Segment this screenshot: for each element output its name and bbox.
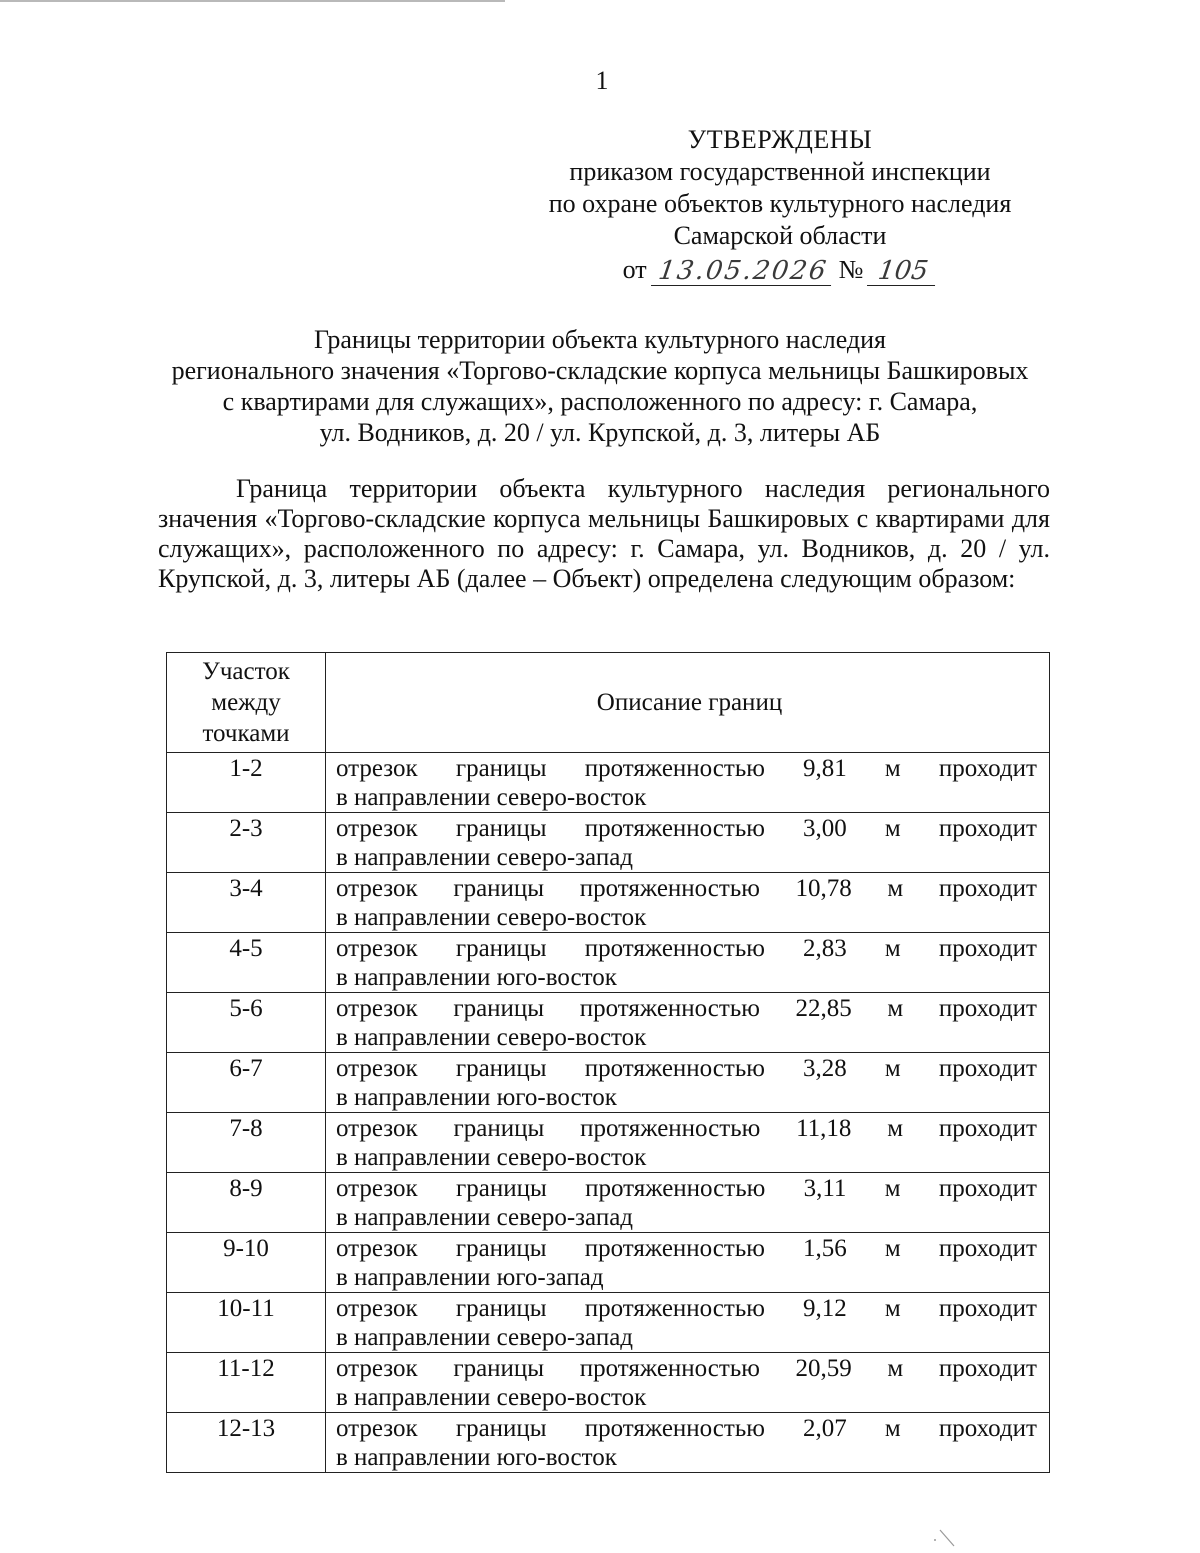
word-length: протяженностью (579, 995, 760, 1022)
length-value: 3,28 (803, 1055, 847, 1082)
table-row (167, 1173, 1050, 1233)
table-row (167, 933, 1050, 993)
description-cell (326, 1413, 1050, 1473)
word-length: протяженностью (584, 1235, 765, 1262)
word-segment: отрезок (336, 995, 418, 1022)
description-cell (326, 993, 1050, 1053)
description-cell (326, 1233, 1050, 1293)
header-segment (167, 653, 326, 753)
table-row (167, 1353, 1050, 1413)
word-segment: отрезок (336, 1175, 418, 1202)
page-number: 1 (595, 66, 609, 95)
word-segment: отрезок (336, 935, 418, 962)
length-value: 10,78 (795, 875, 852, 902)
direction-text: в направлении северо-запад (336, 1204, 634, 1231)
word-unit: м (884, 755, 901, 782)
table-row (167, 753, 1050, 813)
boundary-table (166, 652, 1050, 1473)
description-cell (326, 933, 1050, 993)
word-unit: м (887, 875, 904, 902)
word-passes: проходит (938, 1235, 1037, 1262)
description-line-1 (336, 1174, 1037, 1203)
intro-paragraph: Граница территории объекта культурного наследия регионального значения «Торгово-складские корпуса мельницы Башкировых с квартирами для служащих», расположенного по адресу: г. Самара, ул. Водников, д. 20 / ул. Крупской, д. 3, литеры АБ (далее – Объект) определена следующим образом: (158, 474, 1050, 593)
header-segment-line: точками (202, 720, 290, 747)
direction-text: в направлении юго-запад (336, 1264, 604, 1291)
description-line-1 (336, 814, 1037, 843)
table-header-row (167, 653, 1050, 753)
direction-text: в направлении северо-восток (336, 1144, 647, 1171)
word-segment: отрезок (336, 1235, 418, 1262)
word-unit: м (887, 1355, 904, 1382)
word-length: протяженностью (585, 1175, 766, 1202)
title-line: с квартирами для служащих», расположенного по адресу: г. Самара, (222, 387, 978, 416)
approval-title: УТВЕРЖДЕНЫ (687, 125, 873, 154)
word-length: протяженностью (579, 875, 760, 902)
word-border: границы (453, 1355, 545, 1382)
table-row (167, 813, 1050, 873)
table-row (167, 1413, 1050, 1473)
word-segment: отрезок (336, 755, 418, 782)
length-value: 9,12 (803, 1295, 847, 1322)
description-line-1 (336, 1414, 1037, 1443)
table-row (167, 1053, 1050, 1113)
table-body (167, 753, 1050, 1473)
handwritten-number: 105 (867, 257, 939, 286)
approval-date-line (520, 254, 1040, 286)
description-line-1 (336, 994, 1037, 1023)
description-cell (326, 1353, 1050, 1413)
word-passes: проходит (938, 875, 1037, 902)
approval-line: Самарской области (673, 221, 887, 250)
word-unit: м (884, 1055, 901, 1082)
description-line-1 (336, 1234, 1037, 1263)
segment-cell: 4-5 (167, 933, 326, 993)
word-border: границы (455, 935, 547, 962)
word-length: протяженностью (579, 1355, 760, 1382)
table-row (167, 1233, 1050, 1293)
direction-text: в направлении северо-запад (336, 844, 634, 871)
direction-text: в направлении северо-восток (336, 1024, 647, 1051)
word-segment: отрезок (336, 815, 418, 842)
table-row (167, 1293, 1050, 1353)
word-border: границы (455, 1055, 547, 1082)
length-value: 20,59 (795, 1355, 852, 1382)
word-segment: отрезок (336, 1415, 418, 1442)
description-line-1 (336, 754, 1037, 783)
word-border: границы (453, 875, 545, 902)
segment-cell: 9-10 (167, 1233, 326, 1293)
word-passes: проходит (938, 1055, 1037, 1082)
word-passes: проходит (938, 1295, 1037, 1322)
header-segment-line: Участок (202, 658, 290, 685)
word-passes: проходит (938, 995, 1037, 1022)
direction-text: в направлении юго-восток (336, 1084, 617, 1111)
word-unit: м (884, 1415, 901, 1442)
word-passes: проходит (938, 1355, 1037, 1382)
description-line-1 (336, 874, 1037, 903)
table-row (167, 873, 1050, 933)
word-border: границы (456, 1175, 547, 1202)
approval-line: по охране объектов культурного наследия (548, 189, 1012, 218)
word-length: протяженностью (580, 1115, 761, 1142)
approval-line: приказом государственной инспекции (569, 157, 991, 186)
word-unit: м (884, 1235, 901, 1262)
length-value: 3,11 (803, 1175, 847, 1202)
length-value: 2,83 (803, 935, 847, 962)
word-length: протяженностью (584, 815, 765, 842)
description-cell (326, 753, 1050, 813)
word-unit: м (884, 1295, 901, 1322)
table-row (167, 993, 1050, 1053)
word-segment: отрезок (336, 1055, 418, 1082)
title-line: Границы территории объекта культурного наследия (313, 325, 887, 354)
description-line-1 (336, 1114, 1037, 1143)
direction-text: в направлении юго-восток (336, 964, 617, 991)
word-unit: м (884, 935, 901, 962)
length-value: 11,18 (796, 1115, 852, 1142)
segment-cell: 6-7 (167, 1053, 326, 1113)
length-value: 22,85 (795, 995, 852, 1022)
word-border: границы (453, 1115, 545, 1142)
word-segment: отрезок (336, 1115, 418, 1142)
segment-cell: 11-12 (167, 1353, 326, 1413)
word-unit: м (884, 1175, 901, 1202)
header-segment-line: между (211, 689, 281, 716)
segment-cell: 3-4 (167, 873, 326, 933)
title-line: регионального значения «Торгово-складские корпуса мельницы Башкировых (171, 356, 1029, 385)
word-length: протяженностью (584, 1415, 765, 1442)
description-cell (326, 813, 1050, 873)
description-cell (326, 1113, 1050, 1173)
word-segment: отрезок (336, 1295, 418, 1322)
direction-text: в направлении северо-восток (336, 784, 647, 811)
segment-cell: 7-8 (167, 1113, 326, 1173)
approval-block (520, 124, 1040, 286)
direction-text: в направлении юго-восток (336, 1444, 617, 1471)
word-passes: проходит (938, 1415, 1037, 1442)
word-border: границы (455, 1235, 547, 1262)
date-prefix: от (622, 255, 647, 284)
word-passes: проходит (938, 1175, 1037, 1202)
word-border: границы (455, 815, 547, 842)
handwritten-date: 13.05.2026 (651, 257, 835, 286)
description-line-1 (336, 1354, 1037, 1383)
word-unit: м (884, 815, 901, 842)
word-border: границы (455, 1415, 547, 1442)
word-unit: м (887, 995, 904, 1022)
length-value: 3,00 (803, 815, 847, 842)
number-prefix: № (838, 255, 864, 284)
direction-text: в направлении северо-восток (336, 904, 647, 931)
word-length: протяженностью (584, 1055, 765, 1082)
segment-cell: 10-11 (167, 1293, 326, 1353)
length-value: 1,56 (803, 1235, 847, 1262)
word-passes: проходит (938, 815, 1037, 842)
word-length: протяженностью (584, 935, 765, 962)
word-passes: проходит (938, 1115, 1037, 1142)
word-length: протяженностью (584, 755, 765, 782)
word-length: протяженностью (584, 1295, 765, 1322)
scan-edge-line (0, 0, 505, 2)
description-line-1 (336, 934, 1037, 963)
description-cell (326, 1173, 1050, 1233)
direction-text: в направлении северо-восток (336, 1384, 647, 1411)
length-value: 9,81 (803, 755, 847, 782)
word-segment: отрезок (336, 875, 418, 902)
scan-speck-mark (930, 1528, 970, 1552)
segment-cell: 12-13 (167, 1413, 326, 1473)
word-passes: проходит (938, 755, 1037, 782)
header-description: Описание границ (326, 653, 1050, 753)
description-cell (326, 1053, 1050, 1113)
segment-cell: 1-2 (167, 753, 326, 813)
segment-cell: 2-3 (167, 813, 326, 873)
document-title (0, 324, 1200, 448)
word-border: границы (455, 755, 547, 782)
direction-text: в направлении северо-запад (336, 1324, 634, 1351)
description-line-1 (336, 1054, 1037, 1083)
description-line-1 (336, 1294, 1037, 1323)
word-unit: м (887, 1115, 904, 1142)
table-row (167, 1113, 1050, 1173)
title-line: ул. Водников, д. 20 / ул. Крупской, д. 3, литеры АБ (319, 418, 881, 447)
segment-cell: 5-6 (167, 993, 326, 1053)
word-border: границы (455, 1295, 547, 1322)
word-border: границы (453, 995, 545, 1022)
word-segment: отрезок (336, 1355, 418, 1382)
length-value: 2,07 (803, 1415, 847, 1442)
word-passes: проходит (938, 935, 1037, 962)
segment-cell: 8-9 (167, 1173, 326, 1233)
description-cell (326, 1293, 1050, 1353)
description-cell (326, 873, 1050, 933)
